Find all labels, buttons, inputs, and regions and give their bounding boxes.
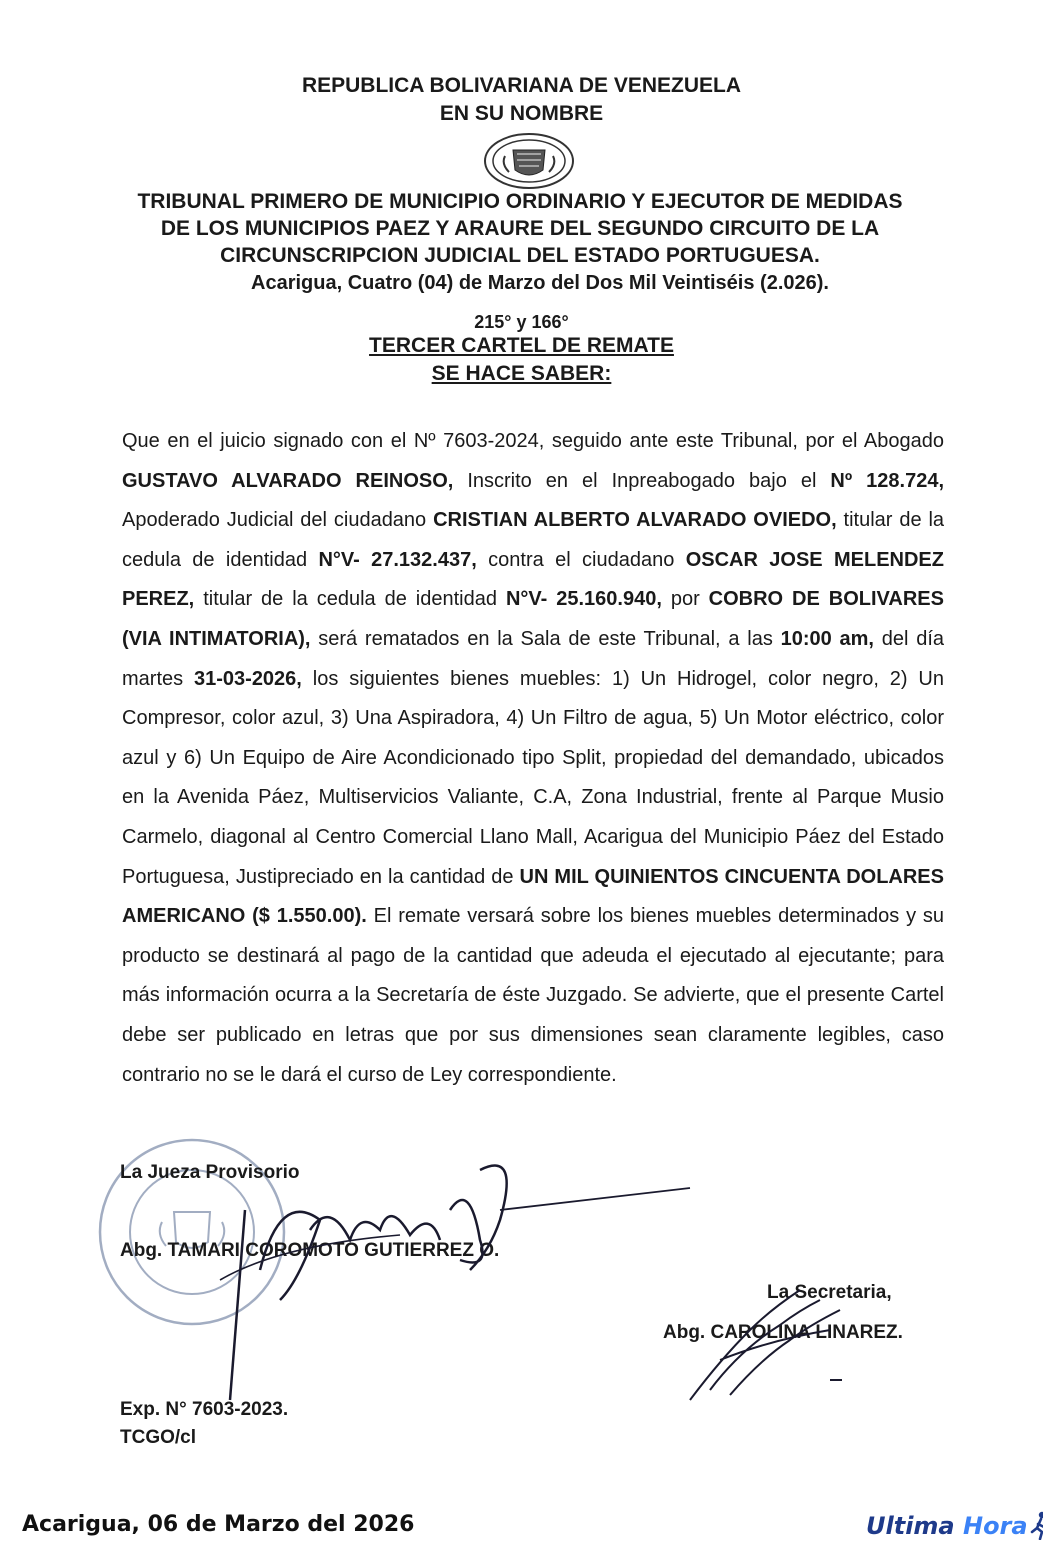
logo-text-ultima: Ultima [866, 1512, 963, 1540]
lawyer-name: GUSTAVO ALVARADO REINOSO, [122, 469, 454, 492]
file-number: Exp. N° 7603-2023. [120, 1399, 289, 1420]
plaintiff-name: CRISTIAN ALBERTO ALVARADO OVIEDO, [433, 509, 837, 532]
body-text-6: titular de la cedula de identidad [194, 588, 506, 611]
republic-heading: REPUBLICA BOLIVARIANA DE VENEZUELA [301, 74, 742, 97]
body-text-3: Apoderado Judicial del ciudadano [122, 509, 434, 532]
coat-of-arms-seal-icon [483, 132, 575, 190]
body-text-8: será rematados en la Sala de este Tribunal, a las [310, 627, 781, 650]
defendant-name: OSCAR JOSE MELENDEZ PEREZ, [122, 548, 944, 611]
body-text-9: del día martes [122, 627, 945, 690]
body-text-11: El remate versará sobre los bienes muebles determinados y su producto se destinará al pago de la cantidad que adeuda el ejecutado al ejecutante; para más información ocurra a la Secretaría de éste Juzgado. Se advierte, que el presente Cartel debe ser publicado en letras que por sus dimensiones sean claramente legibles, caso contrario no se le dará el curso de Ley correspondiente. [122, 905, 945, 1086]
body-text-1: Que en el juicio signado con el Nº 7603-2024, seguido ante este Tribunal, por el Abogado [122, 430, 944, 452]
notice-body [122, 422, 944, 1095]
plaintiff-id: N°V- 27.132.437, [318, 548, 477, 571]
ultima-hora-logo [866, 1510, 1043, 1540]
appraised-amount: UN MIL QUINIENTOS CINCUENTA DOLARES AMERICANO ($ 1.550.00). [122, 865, 944, 928]
tribunal-line-3: CIRCUNSCRIPCION JUDICIAL DEL ESTADO PORTUGUESA. [220, 244, 820, 267]
en-su-nombre-heading: EN SU NOMBRE [439, 102, 604, 125]
auction-time: 10:00 am, [780, 627, 874, 650]
tribunal-line-1: TRIBUNAL PRIMERO DE MUNICIPIO ORDINARIO Y EJECUTOR DE MEDIDAS [137, 190, 903, 213]
file-reference [120, 1396, 288, 1452]
publication-date: Acarigua, 06 de Marzo del 2026 [22, 1512, 415, 1537]
logo-text-hora: Hora [962, 1512, 1028, 1540]
judge-name: Abg. TAMARI COROMOTO GUTIERREZ O. [120, 1240, 500, 1261]
secretary-title: La Secretaria, [767, 1282, 892, 1303]
judge-title: La Jueza Provisorio [120, 1162, 300, 1183]
years-line: 215° y 166° [474, 312, 569, 332]
body-text-2: Inscrito en el Inpreabogado bajo el [453, 469, 831, 492]
body-text-4: titular de la cedula de identidad [122, 509, 945, 571]
body-text-5: contra el ciudadano [476, 548, 686, 571]
tribunal-heading [110, 188, 930, 269]
cartel-title: TERCER CARTEL DE REMATE [369, 334, 674, 357]
document-date: Acarigua, Cuatro (04) de Marzo del Dos Mil Veintiséis (2.026). [251, 272, 829, 294]
runner-icon [1030, 1510, 1043, 1540]
cartel-subtitle: SE HACE SABER: [431, 362, 612, 385]
auction-date: 31-03-2026, [194, 667, 302, 690]
file-initials: TCGO/cl [120, 1427, 197, 1448]
case-type: COBRO DE BOLIVARES (VIA INTIMATORIA), [122, 588, 944, 650]
tribunal-line-2: DE LOS MUNICIPIOS PAEZ Y ARAURE DEL SEGUNDO CIRCUITO DE LA [160, 217, 880, 240]
body-text-7: por [661, 588, 709, 611]
inpreabogado-number: Nº 128.724, [830, 469, 945, 492]
secretary-name: Abg. CAROLINA LINAREZ. [663, 1322, 903, 1343]
body-text-10: los siguientes bienes muebles: 1) Un Hidrogel, color negro, 2) Un Compresor, color azul, 3) Una Aspiradora, 4) Un Filtro de agua, 5) Un Motor eléctrico, color azul y 6) Un Equipo de Aire Acondicionado tipo Split, propiedad del demandado, ubicados en la Avenida Páez, Multiservicios Valiante, C.A, Zona Industrial, frente al Parque Musio Carmelo, diagonal al Centro Comercial Llano Mall, Acarigua del Municipio Páez del Estado Portuguesa, Justipreciado en la cantidad de [122, 667, 944, 888]
defendant-id: N°V- 25.160.940, [505, 588, 662, 611]
